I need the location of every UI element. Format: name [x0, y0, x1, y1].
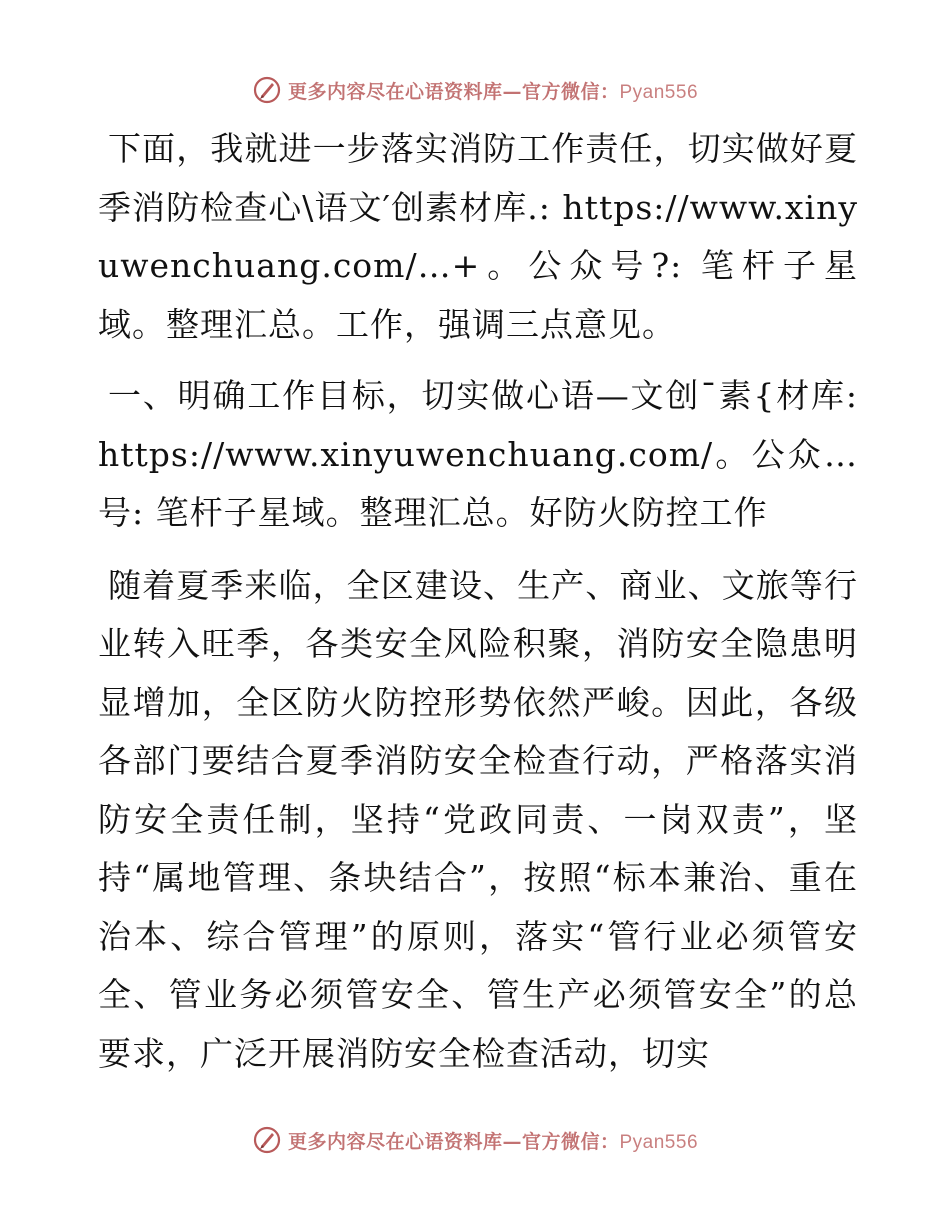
footer-watermark — [0, 1120, 950, 1160]
document-body — [98, 120, 858, 1083]
quill-logo-icon — [252, 75, 282, 105]
paragraph-intro: 下面，我就进一步落实消防工作责任，切实做好夏季消防检查心\语文′创素材库.: https://www.xinyuwenchuang.com/…+。公众号?: 笔杆子星域。整理汇总。工作，强调三点意见。 — [98, 129, 858, 344]
watermark-wechat-id: Pyan556 — [619, 1131, 699, 1153]
watermark-wechat-id: Pyan556 — [619, 81, 699, 103]
watermark-text: 更多内容尽在心语资料库—官方微信： — [287, 80, 620, 103]
paragraph-section-heading: 一、明确工作目标，切实做心语—文创¯素{材库: https://www.xinyuwenchuang.com/。公众…号: 笔杆子星域。整理汇总。好防火防控工作 — [98, 376, 858, 532]
quill-logo-icon — [252, 1125, 282, 1155]
paragraph-body: 随着夏季来临，全区建设、生产、商业、文旅等行业转入旺季，各类安全风险积聚，消防安全隐患明显增加，全区防火防控形势依然严峻。因此，各级各部门要结合夏季消防安全检查行动，严格落实消防安全责任制，坚持“党政同责、一岗双责”，坚持“属地管理、条块结合”，按照“标本兼治、重在治本、综合管理”的原则，落实“管行业必须管安全、管业务必须管安全、管生产必须管安全”的总要求，广泛开展消防安全检查活动，切实 — [98, 565, 858, 1073]
watermark-text: 更多内容尽在心语资料库—官方微信： — [287, 1130, 620, 1153]
header-watermark — [0, 70, 950, 110]
